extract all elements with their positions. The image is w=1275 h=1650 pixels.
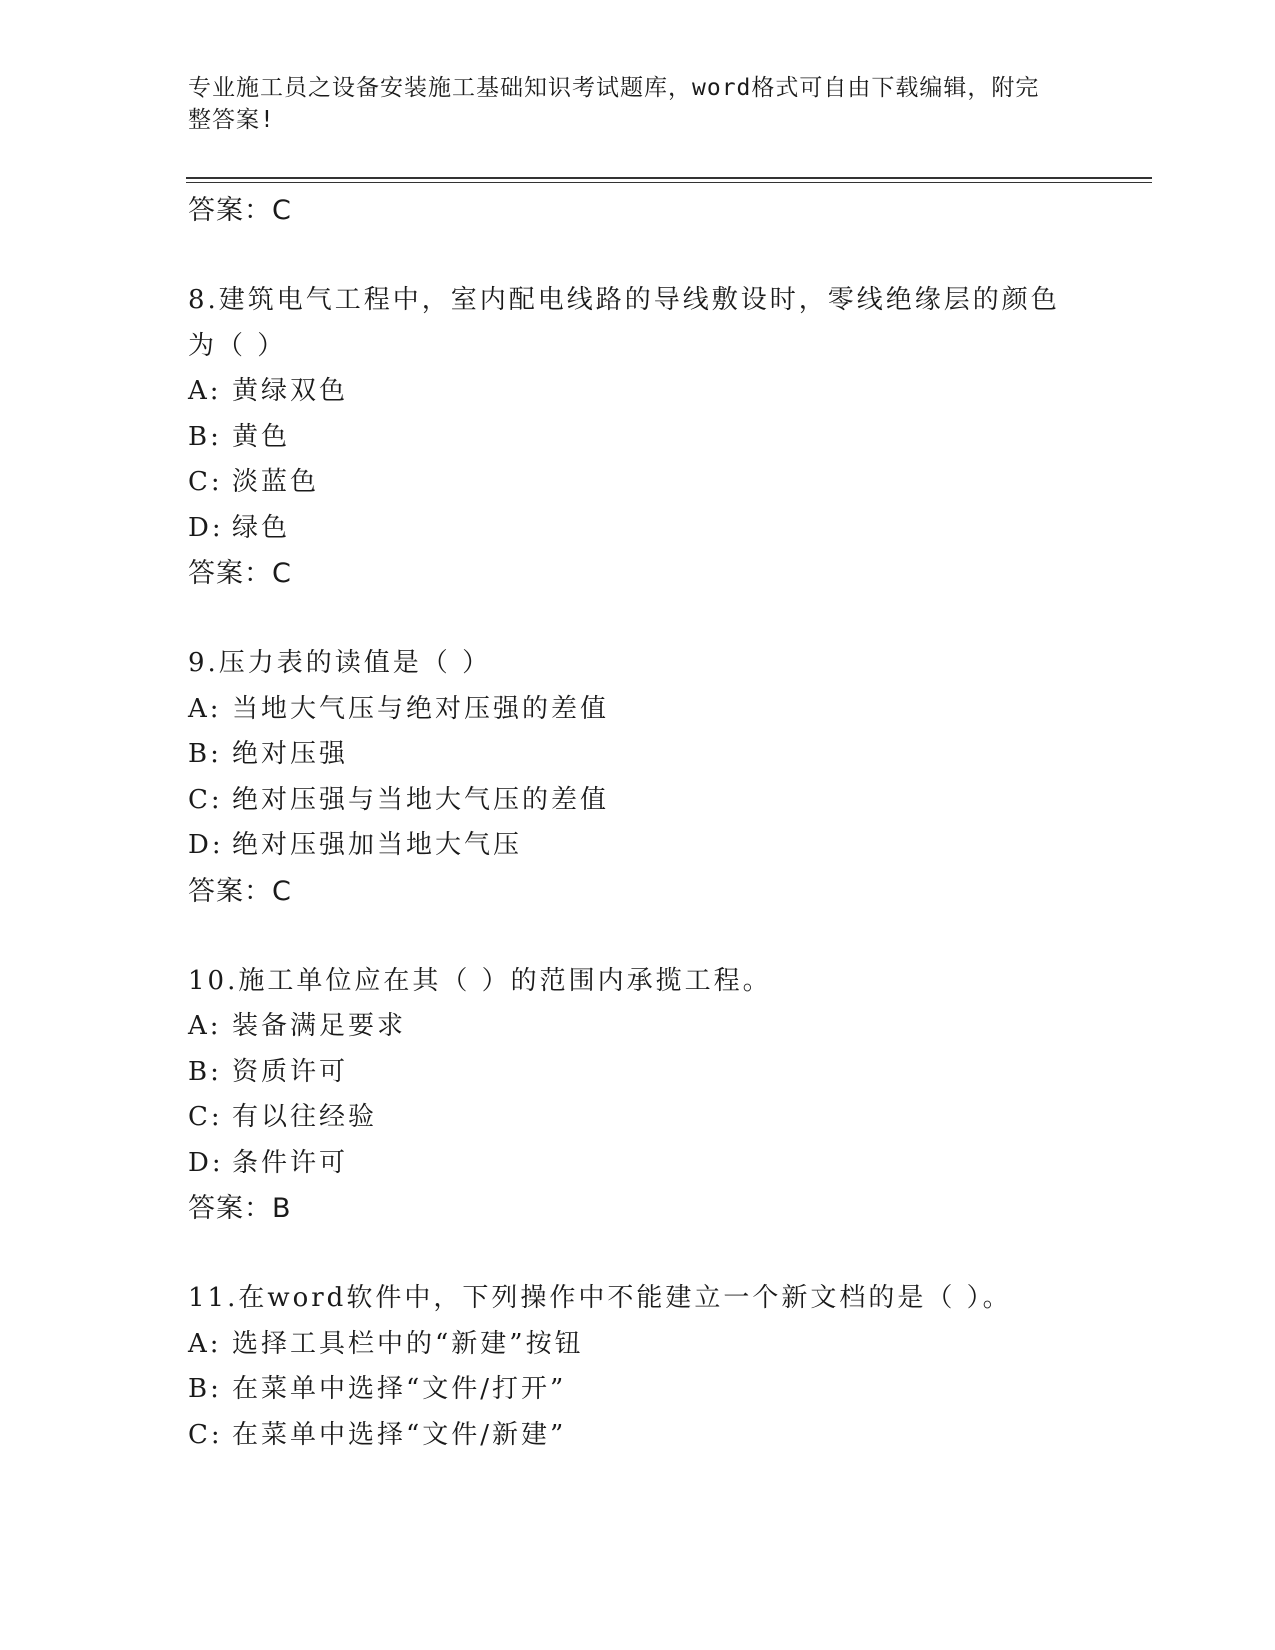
option-letter: C: <box>188 784 223 815</box>
option-text: 在菜单中选择“文件/新建” <box>232 1419 567 1450</box>
question-text: 9.压力表的读值是（ ） <box>188 648 492 678</box>
question-8 <box>188 278 1148 597</box>
question-text: 8.建筑电气工程中，室内配电线路的导线敷设时，零线绝缘层的颜色 <box>188 285 1060 315</box>
option-text: 装备满足要求 <box>232 1011 407 1041</box>
option-b <box>188 1050 1148 1096</box>
option-c <box>188 460 1148 506</box>
option-letter: A: <box>188 1011 222 1041</box>
answer-line: 答案：C <box>188 875 292 907</box>
question-text: 11.在word软件中，下列操作中不能建立一个新文档的是（ ）。 <box>188 1283 1012 1313</box>
option-text: 绝对压强与当地大气压的差值 <box>232 784 610 815</box>
option-letter: D: <box>188 830 224 860</box>
option-letter: C: <box>188 1102 223 1132</box>
option-letter: B: <box>188 421 222 452</box>
option-c <box>188 1095 1148 1141</box>
option-c <box>188 1413 1148 1459</box>
option-letter: B: <box>188 739 222 769</box>
page-header <box>188 72 1088 136</box>
option-letter: B: <box>188 1374 222 1404</box>
document-body <box>188 188 1148 1458</box>
option-letter: C: <box>188 467 223 497</box>
option-c <box>188 778 1148 824</box>
option-text: 绝对压强 <box>232 739 349 769</box>
option-a <box>188 1322 1148 1368</box>
question-text: 10.施工单位应在其（ ）的范围内承揽工程。 <box>188 965 772 996</box>
option-text: 淡蓝色 <box>232 467 320 497</box>
header-line-1: 专业施工员之设备安装施工基础知识考试题库，word格式可自由下载编辑，附完 <box>188 75 1040 101</box>
option-letter: D: <box>188 1147 224 1178</box>
question-11 <box>188 1276 1148 1458</box>
option-letter: A: <box>188 1328 222 1359</box>
option-b <box>188 1367 1148 1413</box>
option-text: 绝对压强加当地大气压 <box>232 830 523 860</box>
option-letter: D: <box>188 512 224 543</box>
option-text: 条件许可 <box>232 1147 349 1178</box>
option-text: 黄绿双色 <box>232 376 349 406</box>
question-text: 为（ ） <box>188 330 287 361</box>
question-9 <box>188 641 1148 915</box>
answer-line: 答案：C <box>188 558 292 589</box>
option-text: 黄色 <box>232 421 291 452</box>
option-b <box>188 732 1148 778</box>
option-text: 在菜单中选择“文件/打开” <box>232 1374 567 1404</box>
option-d <box>188 1141 1148 1187</box>
header-divider <box>186 177 1152 183</box>
answer-line: 答案：B <box>188 1193 292 1224</box>
option-d <box>188 823 1148 869</box>
option-text: 绿色 <box>232 512 291 543</box>
question-10 <box>188 959 1148 1233</box>
option-letter: A: <box>188 376 222 406</box>
option-text: 当地大气压与绝对压强的差值 <box>232 693 610 724</box>
option-a <box>188 1004 1148 1050</box>
option-d <box>188 506 1148 552</box>
option-a <box>188 369 1148 415</box>
option-letter: C: <box>188 1419 223 1450</box>
option-text: 资质许可 <box>232 1056 349 1087</box>
answer-line: 答案：C <box>188 195 292 226</box>
option-a <box>188 687 1148 733</box>
option-text: 有以往经验 <box>232 1102 378 1132</box>
header-line-2: 整答案! <box>188 107 275 133</box>
option-letter: A: <box>188 693 222 724</box>
option-b <box>188 415 1148 461</box>
option-text: 选择工具栏中的“新建”按钮 <box>232 1328 584 1359</box>
option-letter: B: <box>188 1056 222 1087</box>
